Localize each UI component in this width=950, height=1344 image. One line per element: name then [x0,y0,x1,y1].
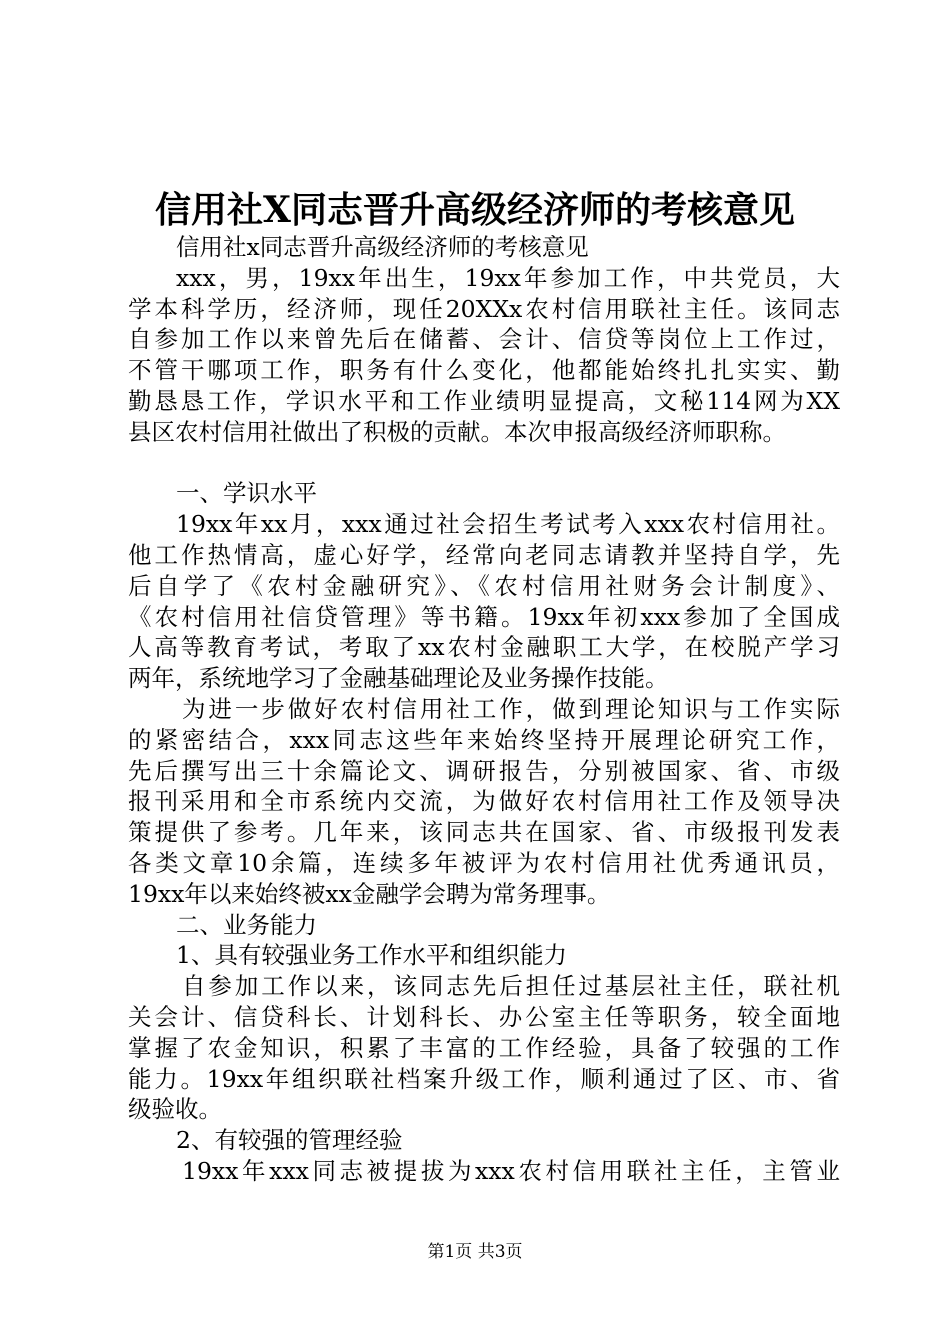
paragraph-line: 能力。19xx年组织联社档案升级工作，顺利通过了区、市、省 [128,1064,840,1093]
paragraph-line: 自参加工作以来曾先后在储蓄、会计、信贷等岗位上工作过， [128,325,840,354]
paragraph-line: 人高等教育考试，考取了xx农村金融职工大学，在校脱产学习 [128,633,840,662]
paragraph-line: 级验收。 [128,1095,222,1124]
paragraph-line: 为进一步做好农村信用社工作，做到理论知识与工作实际 [182,694,840,723]
paragraph-line: 策提供了参考。几年来，该同志共在国家、省、市级报刊发表 [128,818,840,847]
page-footer: 第1页 共3页 [427,1242,523,1262]
paragraph-line: 学本科学历，经济师，现任20XXx农村信用联社主任。该同志 [128,294,840,323]
subsection-heading: 2、有较强的管理经验 [176,1126,403,1155]
blank-line [128,448,840,479]
paragraph-line: 19xx年xx月，xxx通过社会招生考试考入xxx农村信用社。 [176,510,840,539]
paragraph-line: 不管干哪项工作，职务有什么变化，他都能始终扎扎实实、勤 [128,356,840,385]
paragraph-line: xxx，男，19xx年出生，19xx年参加工作，中共党员，大 [176,263,840,292]
subtitle-line: 信用社x同志晋升高级经济师的考核意见 [176,233,589,261]
paragraph-line: 勤恳恳工作，学识水平和工作业绩明显提高，文秘114网为XX [128,386,840,415]
paragraph-line: 两年，系统地学习了金融基础理论及业务操作技能。 [128,664,669,693]
paragraph-line: 各类文章10余篇，连续多年被评为农村信用社优秀通讯员， [128,848,840,877]
section-heading: 一、学识水平 [176,479,317,508]
paragraph-line: 自参加工作以来，该同志先后担任过基层社主任，联社机 [182,972,840,1001]
paragraph-line: 掌握了农金知识，积累了丰富的工作经验，具备了较强的工作 [128,1033,840,1062]
subsection-heading: 1、具有较强业务工作水平和组织能力 [176,941,567,970]
paragraph-line: 关会计、信贷科长、计划科长、办公室主任等职务，较全面地 [128,1002,840,1031]
section-heading: 二、业务能力 [176,910,317,939]
paragraph-line: 19xx年以来始终被xx金融学会聘为常务理事。 [128,879,611,908]
paragraph-line: 《农村信用社信贷管理》等书籍。19xx年初xxx参加了全国成 [128,602,840,631]
paragraph-line: 他工作热情高，虚心好学，经常向老同志请教并坚持自学，先 [128,540,840,569]
paragraph-line: 后自学了《农村金融研究》、《农村信用社财务会计制度》、 [128,571,840,600]
paragraph-line: 的紧密结合，xxx同志这些年来始终坚持开展理论研究工作， [128,725,840,754]
paragraph-line: 报刊采用和全市系统内交流，为做好农村信用社工作及领导决 [128,787,840,816]
document-body [128,232,840,1187]
paragraph-line: 县区农村信用社做出了积极的贡献。本次申报高级经济师职称。 [128,417,786,446]
paragraph-line: 先后撰写出三十余篇论文、调研报告，分别被国家、省、市级 [128,756,840,785]
document-title: 信用社X同志晋升高级经济师的考核意见 [155,189,795,231]
paragraph-line: 19xx年xxx同志被提拔为xxx农村信用联社主任，主管业 [182,1156,840,1185]
